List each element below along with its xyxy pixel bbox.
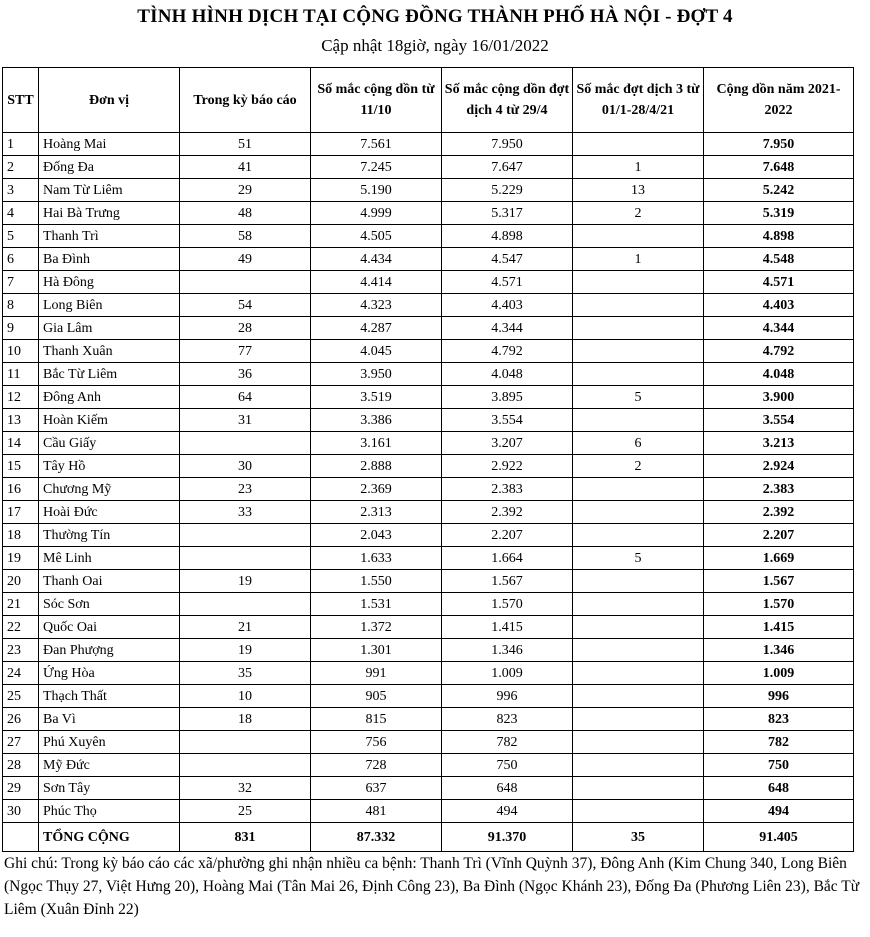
cell-wave4: 4.792 <box>442 340 573 363</box>
cell-wave3 <box>573 501 704 524</box>
cell-since-1110: 3.161 <box>311 432 442 455</box>
cell-since-1110: 756 <box>311 731 442 754</box>
page-title: TÌNH HÌNH DỊCH TẠI CỘNG ĐỒNG THÀNH PHỐ HÀ NỘI - ĐỢT 4 <box>137 6 733 27</box>
table-row <box>3 662 854 685</box>
cell-total: 4.571 <box>704 271 854 294</box>
cell-reporting <box>180 271 311 294</box>
cell-total: 7.950 <box>704 133 854 156</box>
cell-wave4: 4.547 <box>442 248 573 271</box>
cell-unit: Quốc Oai <box>39 616 180 639</box>
cell-total: 1.346 <box>704 639 854 662</box>
cell-wave4: 750 <box>442 754 573 777</box>
table-row <box>3 501 854 524</box>
cell-stt: 8 <box>3 294 39 317</box>
footnote: Ghi chú: Trong kỳ báo cáo các xã/phường ghi nhận nhiều ca bệnh: Thanh Trì (Vĩnh Quỳnh 37), Đông Anh (Kim Chung 340, Long Biên (Ngọc Thụy 27, Việt Hưng 20), Hoàng Mai (Tân Mai 26, Định Công 23), Ba Đình (Ngọc Khánh 23), Đống Đa (Phương Liên 23), Bắc Từ Liêm (Xuân Đỉnh 22) <box>4 855 860 918</box>
cell-unit: Thanh Trì <box>39 225 180 248</box>
summary-wave4: 91.370 <box>442 823 573 852</box>
cell-unit: Hai Bà Trưng <box>39 202 180 225</box>
table-row <box>3 386 854 409</box>
header-stt: STT <box>3 68 39 133</box>
cell-total: 1.669 <box>704 547 854 570</box>
page-subtitle: Cập nhật 18giờ, ngày 16/01/2022 <box>321 36 549 55</box>
cell-unit: Hoài Đức <box>39 501 180 524</box>
table-row <box>3 156 854 179</box>
table-row <box>3 593 854 616</box>
cell-stt: 9 <box>3 317 39 340</box>
table-row <box>3 800 854 823</box>
cell-wave4: 4.344 <box>442 317 573 340</box>
table-row <box>3 225 854 248</box>
cell-since-1110: 1.550 <box>311 570 442 593</box>
cell-total: 782 <box>704 731 854 754</box>
cell-wave4: 5.229 <box>442 179 573 202</box>
cell-wave3: 5 <box>573 547 704 570</box>
cell-total: 3.213 <box>704 432 854 455</box>
cell-total: 1.415 <box>704 616 854 639</box>
cell-stt: 2 <box>3 156 39 179</box>
table-row <box>3 731 854 754</box>
cell-since-1110: 905 <box>311 685 442 708</box>
cell-unit: Gia Lâm <box>39 317 180 340</box>
cell-since-1110: 2.888 <box>311 455 442 478</box>
cell-reporting: 25 <box>180 800 311 823</box>
table-row <box>3 248 854 271</box>
cell-unit: Đống Đa <box>39 156 180 179</box>
cell-total: 3.554 <box>704 409 854 432</box>
cell-wave3: 13 <box>573 179 704 202</box>
cell-wave3 <box>573 409 704 432</box>
cell-since-1110: 4.414 <box>311 271 442 294</box>
cell-since-1110: 1.301 <box>311 639 442 662</box>
cell-stt: 28 <box>3 754 39 777</box>
cell-wave3 <box>573 708 704 731</box>
cell-unit: Mê Linh <box>39 547 180 570</box>
cell-reporting: 49 <box>180 248 311 271</box>
cell-wave4: 3.895 <box>442 386 573 409</box>
cell-reporting <box>180 524 311 547</box>
cell-since-1110: 1.531 <box>311 593 442 616</box>
cell-total: 648 <box>704 777 854 800</box>
cell-unit: Sơn Tây <box>39 777 180 800</box>
cell-since-1110: 4.287 <box>311 317 442 340</box>
cell-since-1110: 7.561 <box>311 133 442 156</box>
table-row <box>3 547 854 570</box>
cell-unit: Mỹ Đức <box>39 754 180 777</box>
cell-since-1110: 4.434 <box>311 248 442 271</box>
cell-since-1110: 7.245 <box>311 156 442 179</box>
cell-reporting: 30 <box>180 455 311 478</box>
cell-total: 494 <box>704 800 854 823</box>
cell-stt: 12 <box>3 386 39 409</box>
cell-wave3 <box>573 754 704 777</box>
cell-total: 1.567 <box>704 570 854 593</box>
table-row <box>3 340 854 363</box>
header-reporting: Trong kỳ báo cáo <box>180 68 311 133</box>
cell-stt: 20 <box>3 570 39 593</box>
cell-stt: 29 <box>3 777 39 800</box>
cell-wave3 <box>573 800 704 823</box>
cell-unit: Thường Tín <box>39 524 180 547</box>
cell-wave4: 3.554 <box>442 409 573 432</box>
cell-wave4: 4.898 <box>442 225 573 248</box>
cell-total: 2.392 <box>704 501 854 524</box>
cell-total: 3.900 <box>704 386 854 409</box>
cell-reporting <box>180 731 311 754</box>
cell-stt: 26 <box>3 708 39 731</box>
cell-unit: Sóc Sơn <box>39 593 180 616</box>
header-total: Cộng dồn năm 2021-2022 <box>704 68 854 133</box>
summary-since-1110: 87.332 <box>311 823 442 852</box>
cell-total: 4.898 <box>704 225 854 248</box>
cell-total: 996 <box>704 685 854 708</box>
cell-reporting: 10 <box>180 685 311 708</box>
table-row <box>3 616 854 639</box>
cell-unit: Phúc Thọ <box>39 800 180 823</box>
cell-reporting: 28 <box>180 317 311 340</box>
header-wave3: Số mắc đợt dịch 3 từ 01/1-28/4/21 <box>573 68 704 133</box>
cell-since-1110: 481 <box>311 800 442 823</box>
summary-row <box>3 823 854 852</box>
cell-since-1110: 2.369 <box>311 478 442 501</box>
cell-stt: 30 <box>3 800 39 823</box>
cell-since-1110: 815 <box>311 708 442 731</box>
cell-wave4: 2.207 <box>442 524 573 547</box>
cell-since-1110: 4.323 <box>311 294 442 317</box>
header-wave4: Số mắc cộng dồn đợt dịch 4 từ 29/4 <box>442 68 573 133</box>
summary-reporting: 831 <box>180 823 311 852</box>
table-row <box>3 524 854 547</box>
cell-total: 4.048 <box>704 363 854 386</box>
cell-wave4: 1.346 <box>442 639 573 662</box>
cell-since-1110: 2.043 <box>311 524 442 547</box>
table-row <box>3 179 854 202</box>
cell-reporting: 33 <box>180 501 311 524</box>
cell-stt: 17 <box>3 501 39 524</box>
header-since-1110: Số mắc cộng dồn từ 11/10 <box>311 68 442 133</box>
cell-reporting: 77 <box>180 340 311 363</box>
cell-reporting: 23 <box>180 478 311 501</box>
cell-reporting: 51 <box>180 133 311 156</box>
cell-reporting: 21 <box>180 616 311 639</box>
cell-reporting: 32 <box>180 777 311 800</box>
cell-unit: Bắc Từ Liêm <box>39 363 180 386</box>
cell-unit: Hoàng Mai <box>39 133 180 156</box>
cell-wave3: 5 <box>573 386 704 409</box>
cell-total: 2.924 <box>704 455 854 478</box>
covid-table <box>2 67 854 852</box>
cell-reporting <box>180 547 311 570</box>
cell-reporting: 18 <box>180 708 311 731</box>
cell-unit: Thanh Xuân <box>39 340 180 363</box>
cell-unit: Long Biên <box>39 294 180 317</box>
cell-wave4: 7.647 <box>442 156 573 179</box>
cell-wave3 <box>573 524 704 547</box>
cell-unit: Ba Đình <box>39 248 180 271</box>
cell-stt: 15 <box>3 455 39 478</box>
cell-wave3 <box>573 133 704 156</box>
table-row <box>3 317 854 340</box>
cell-wave3: 2 <box>573 202 704 225</box>
table-row <box>3 409 854 432</box>
cell-since-1110: 728 <box>311 754 442 777</box>
cell-wave3 <box>573 294 704 317</box>
cell-wave4: 5.317 <box>442 202 573 225</box>
cell-wave4: 648 <box>442 777 573 800</box>
table-row <box>3 708 854 731</box>
cell-stt: 4 <box>3 202 39 225</box>
cell-wave3 <box>573 570 704 593</box>
cell-stt: 18 <box>3 524 39 547</box>
cell-reporting: 19 <box>180 570 311 593</box>
cell-wave4: 2.383 <box>442 478 573 501</box>
cell-wave4: 782 <box>442 731 573 754</box>
cell-wave4: 1.570 <box>442 593 573 616</box>
cell-total: 2.207 <box>704 524 854 547</box>
cell-since-1110: 991 <box>311 662 442 685</box>
cell-total: 7.648 <box>704 156 854 179</box>
cell-wave4: 996 <box>442 685 573 708</box>
cell-stt: 16 <box>3 478 39 501</box>
cell-reporting <box>180 754 311 777</box>
cell-wave4: 3.207 <box>442 432 573 455</box>
cell-stt: 24 <box>3 662 39 685</box>
cell-stt: 1 <box>3 133 39 156</box>
cell-wave4: 2.922 <box>442 455 573 478</box>
table-row <box>3 363 854 386</box>
cell-total: 1.009 <box>704 662 854 685</box>
cell-total: 4.792 <box>704 340 854 363</box>
cell-unit: Hoàn Kiếm <box>39 409 180 432</box>
cell-wave3 <box>573 593 704 616</box>
cell-since-1110: 3.519 <box>311 386 442 409</box>
cell-reporting: 29 <box>180 179 311 202</box>
cell-wave3 <box>573 271 704 294</box>
cell-unit: Cầu Giấy <box>39 432 180 455</box>
cell-since-1110: 1.633 <box>311 547 442 570</box>
cell-wave3 <box>573 662 704 685</box>
cell-reporting: 58 <box>180 225 311 248</box>
cell-wave3 <box>573 685 704 708</box>
cell-unit: Ba Vì <box>39 708 180 731</box>
cell-wave3 <box>573 478 704 501</box>
table-body <box>3 133 854 823</box>
cell-since-1110: 4.505 <box>311 225 442 248</box>
cell-stt: 14 <box>3 432 39 455</box>
cell-total: 1.570 <box>704 593 854 616</box>
table-row <box>3 685 854 708</box>
cell-wave3 <box>573 731 704 754</box>
cell-stt: 7 <box>3 271 39 294</box>
cell-since-1110: 3.950 <box>311 363 442 386</box>
cell-stt: 10 <box>3 340 39 363</box>
cell-unit: Thạch Thất <box>39 685 180 708</box>
table-row <box>3 754 854 777</box>
cell-wave3: 1 <box>573 156 704 179</box>
cell-wave4: 1.567 <box>442 570 573 593</box>
cell-unit: Đan Phượng <box>39 639 180 662</box>
cell-stt: 25 <box>3 685 39 708</box>
cell-unit: Đông Anh <box>39 386 180 409</box>
cell-since-1110: 3.386 <box>311 409 442 432</box>
cell-reporting: 54 <box>180 294 311 317</box>
cell-wave4: 823 <box>442 708 573 731</box>
cell-reporting: 31 <box>180 409 311 432</box>
cell-total: 4.403 <box>704 294 854 317</box>
cell-unit: Thanh Oai <box>39 570 180 593</box>
cell-total: 5.242 <box>704 179 854 202</box>
cell-total: 4.548 <box>704 248 854 271</box>
cell-wave3: 2 <box>573 455 704 478</box>
cell-reporting: 48 <box>180 202 311 225</box>
cell-reporting: 64 <box>180 386 311 409</box>
table-header-row <box>3 68 854 133</box>
cell-stt: 22 <box>3 616 39 639</box>
cell-since-1110: 4.045 <box>311 340 442 363</box>
table-row <box>3 639 854 662</box>
table-row <box>3 202 854 225</box>
cell-stt: 19 <box>3 547 39 570</box>
cell-unit: Tây Hồ <box>39 455 180 478</box>
table-row <box>3 133 854 156</box>
cell-wave4: 4.403 <box>442 294 573 317</box>
cell-wave3: 6 <box>573 432 704 455</box>
summary-label: TỔNG CỘNG <box>39 823 180 852</box>
table-row <box>3 455 854 478</box>
header-unit: Đơn vị <box>39 68 180 133</box>
cell-wave4: 1.009 <box>442 662 573 685</box>
table-row <box>3 271 854 294</box>
cell-wave4: 1.664 <box>442 547 573 570</box>
table-row <box>3 478 854 501</box>
cell-wave4: 7.950 <box>442 133 573 156</box>
cell-total: 2.383 <box>704 478 854 501</box>
summary-total: 91.405 <box>704 823 854 852</box>
cell-wave3 <box>573 639 704 662</box>
cell-reporting: 41 <box>180 156 311 179</box>
cell-wave3 <box>573 317 704 340</box>
cell-stt: 23 <box>3 639 39 662</box>
cell-wave3 <box>573 363 704 386</box>
cell-since-1110: 5.190 <box>311 179 442 202</box>
cell-reporting: 35 <box>180 662 311 685</box>
cell-wave3 <box>573 225 704 248</box>
cell-wave4: 4.048 <box>442 363 573 386</box>
cell-wave4: 494 <box>442 800 573 823</box>
cell-unit: Ứng Hòa <box>39 662 180 685</box>
cell-wave3: 1 <box>573 248 704 271</box>
cell-wave3 <box>573 340 704 363</box>
cell-stt: 21 <box>3 593 39 616</box>
table-row <box>3 432 854 455</box>
cell-reporting <box>180 432 311 455</box>
cell-reporting: 19 <box>180 639 311 662</box>
cell-since-1110: 637 <box>311 777 442 800</box>
cell-total: 823 <box>704 708 854 731</box>
cell-wave3 <box>573 616 704 639</box>
cell-unit: Chương Mỹ <box>39 478 180 501</box>
cell-since-1110: 2.313 <box>311 501 442 524</box>
cell-wave3 <box>573 777 704 800</box>
cell-stt: 27 <box>3 731 39 754</box>
cell-since-1110: 4.999 <box>311 202 442 225</box>
cell-stt: 13 <box>3 409 39 432</box>
cell-reporting: 36 <box>180 363 311 386</box>
cell-reporting <box>180 593 311 616</box>
cell-since-1110: 1.372 <box>311 616 442 639</box>
cell-total: 5.319 <box>704 202 854 225</box>
cell-stt: 11 <box>3 363 39 386</box>
summary-stt <box>3 823 39 852</box>
cell-unit: Phú Xuyên <box>39 731 180 754</box>
cell-stt: 5 <box>3 225 39 248</box>
table-row <box>3 777 854 800</box>
cell-wave4: 2.392 <box>442 501 573 524</box>
cell-total: 750 <box>704 754 854 777</box>
cell-total: 4.344 <box>704 317 854 340</box>
cell-stt: 6 <box>3 248 39 271</box>
cell-unit: Nam Từ Liêm <box>39 179 180 202</box>
table-row <box>3 570 854 593</box>
cell-unit: Hà Đông <box>39 271 180 294</box>
cell-wave4: 1.415 <box>442 616 573 639</box>
summary-wave3: 35 <box>573 823 704 852</box>
table-row <box>3 294 854 317</box>
cell-wave4: 4.571 <box>442 271 573 294</box>
cell-stt: 3 <box>3 179 39 202</box>
